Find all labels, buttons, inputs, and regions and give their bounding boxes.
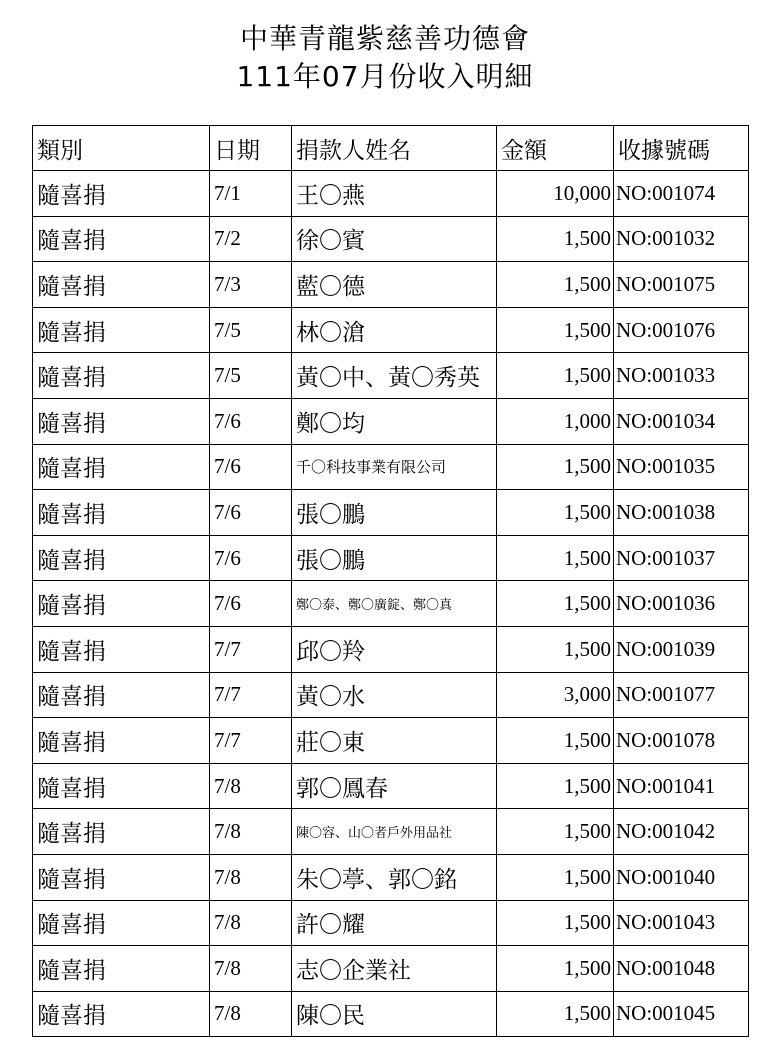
cell-donor-name: 邱〇羚 — [292, 626, 497, 672]
cell-type: 隨喜捐 — [33, 626, 210, 672]
cell-receipt-number: NO:001036 — [614, 581, 749, 627]
table-row — [33, 535, 749, 581]
cell-amount: 1,500 — [497, 262, 614, 308]
table-row — [33, 900, 749, 946]
report-title: 111年07月份收入明細 — [236, 60, 534, 93]
table-header-row — [33, 126, 749, 171]
cell-amount: 1,500 — [497, 900, 614, 946]
cell-donor-name: 莊〇東 — [292, 718, 497, 764]
cell-receipt-number: NO:001037 — [614, 535, 749, 581]
cell-date: 7/5 — [210, 307, 292, 353]
cell-receipt-number: NO:001043 — [614, 900, 749, 946]
table-row — [33, 672, 749, 718]
cell-amount: 1,500 — [497, 626, 614, 672]
cell-receipt-number: NO:001032 — [614, 216, 749, 262]
cell-date: 7/1 — [210, 171, 292, 217]
table-row — [33, 991, 749, 1037]
cell-donor-name: 藍〇德 — [292, 262, 497, 308]
cell-date: 7/8 — [210, 763, 292, 809]
table-row — [33, 718, 749, 764]
cell-receipt-number: NO:001041 — [614, 763, 749, 809]
cell-type: 隨喜捐 — [33, 398, 210, 444]
cell-date: 7/2 — [210, 216, 292, 262]
cell-receipt-number: NO:001078 — [614, 718, 749, 764]
cell-date: 7/6 — [210, 581, 292, 627]
cell-date: 7/8 — [210, 809, 292, 855]
table-row — [33, 946, 749, 992]
cell-receipt-number: NO:001039 — [614, 626, 749, 672]
cell-donor-name: 鄭〇泰、鄭〇廣錠、鄭〇真 — [292, 581, 497, 627]
cell-amount: 1,500 — [497, 444, 614, 490]
cell-amount: 1,500 — [497, 946, 614, 992]
cell-donor-name: 陳〇民 — [292, 991, 497, 1037]
cell-amount: 1,500 — [497, 991, 614, 1037]
cell-date: 7/3 — [210, 262, 292, 308]
organization-title: 中華青龍紫慈善功德會 — [239, 22, 530, 55]
cell-type: 隨喜捐 — [33, 991, 210, 1037]
table-row — [33, 262, 749, 308]
cell-donor-name: 千〇科技事業有限公司 — [292, 444, 497, 490]
column-header-type: 類別 — [33, 126, 210, 171]
column-header-date: 日期 — [210, 126, 292, 171]
cell-type: 隨喜捐 — [33, 854, 210, 900]
cell-amount: 1,500 — [497, 809, 614, 855]
cell-type: 隨喜捐 — [33, 307, 210, 353]
cell-receipt-number: NO:001038 — [614, 490, 749, 536]
cell-type: 隨喜捐 — [33, 490, 210, 536]
cell-type: 隨喜捐 — [33, 672, 210, 718]
cell-receipt-number: NO:001040 — [614, 854, 749, 900]
cell-receipt-number: NO:001074 — [614, 171, 749, 217]
column-header-donor: 捐款人姓名 — [292, 126, 497, 171]
cell-donor-name: 黃〇水 — [292, 672, 497, 718]
cell-type: 隨喜捐 — [33, 581, 210, 627]
cell-type: 隨喜捐 — [33, 809, 210, 855]
cell-donor-name: 張〇鵬 — [292, 535, 497, 581]
cell-type: 隨喜捐 — [33, 718, 210, 764]
cell-receipt-number: NO:001035 — [614, 444, 749, 490]
table-row — [33, 490, 749, 536]
cell-amount: 1,500 — [497, 307, 614, 353]
cell-donor-name: 王〇燕 — [292, 171, 497, 217]
cell-amount: 1,500 — [497, 581, 614, 627]
cell-type: 隨喜捐 — [33, 444, 210, 490]
cell-type: 隨喜捐 — [33, 946, 210, 992]
cell-date: 7/6 — [210, 444, 292, 490]
cell-receipt-number: NO:001045 — [614, 991, 749, 1037]
cell-donor-name: 林〇滄 — [292, 307, 497, 353]
cell-receipt-number: NO:001048 — [614, 946, 749, 992]
cell-receipt-number: NO:001033 — [614, 353, 749, 399]
income-table — [32, 125, 749, 1037]
table-row — [33, 216, 749, 262]
cell-amount: 10,000 — [497, 171, 614, 217]
cell-receipt-number: NO:001075 — [614, 262, 749, 308]
cell-donor-name: 張〇鵬 — [292, 490, 497, 536]
cell-date: 7/8 — [210, 991, 292, 1037]
cell-donor-name: 朱〇葶、郭〇銘 — [292, 854, 497, 900]
cell-amount: 1,500 — [497, 353, 614, 399]
cell-amount: 1,500 — [497, 854, 614, 900]
cell-amount: 1,000 — [497, 398, 614, 444]
cell-donor-name: 陳〇容、山〇者戶外用品社 — [292, 809, 497, 855]
cell-amount: 3,000 — [497, 672, 614, 718]
cell-date: 7/6 — [210, 535, 292, 581]
cell-amount: 1,500 — [497, 490, 614, 536]
table-row — [33, 307, 749, 353]
cell-date: 7/5 — [210, 353, 292, 399]
table-row — [33, 398, 749, 444]
cell-date: 7/8 — [210, 946, 292, 992]
cell-type: 隨喜捐 — [33, 535, 210, 581]
cell-receipt-number: NO:001042 — [614, 809, 749, 855]
table-row — [33, 854, 749, 900]
cell-type: 隨喜捐 — [33, 353, 210, 399]
cell-donor-name: 許〇耀 — [292, 900, 497, 946]
cell-amount: 1,500 — [497, 718, 614, 764]
cell-date: 7/6 — [210, 398, 292, 444]
cell-amount: 1,500 — [497, 535, 614, 581]
cell-donor-name: 郭〇鳳春 — [292, 763, 497, 809]
cell-donor-name: 徐〇賓 — [292, 216, 497, 262]
cell-donor-name: 志〇企業社 — [292, 946, 497, 992]
cell-amount: 1,500 — [497, 763, 614, 809]
column-header-amount: 金額 — [497, 126, 614, 171]
table-row — [33, 809, 749, 855]
table-row — [33, 353, 749, 399]
cell-type: 隨喜捐 — [33, 171, 210, 217]
table-row — [33, 444, 749, 490]
cell-receipt-number: NO:001077 — [614, 672, 749, 718]
cell-donor-name: 鄭〇均 — [292, 398, 497, 444]
cell-type: 隨喜捐 — [33, 900, 210, 946]
cell-date: 7/8 — [210, 854, 292, 900]
cell-type: 隨喜捐 — [33, 763, 210, 809]
cell-donor-name: 黃〇中、黃〇秀英 — [292, 353, 497, 399]
table-row — [33, 171, 749, 217]
cell-receipt-number: NO:001076 — [614, 307, 749, 353]
cell-date: 7/7 — [210, 718, 292, 764]
table-row — [33, 581, 749, 627]
table-row — [33, 626, 749, 672]
cell-date: 7/7 — [210, 672, 292, 718]
cell-receipt-number: NO:001034 — [614, 398, 749, 444]
cell-amount: 1,500 — [497, 216, 614, 262]
cell-date: 7/7 — [210, 626, 292, 672]
table-row — [33, 763, 749, 809]
cell-date: 7/8 — [210, 900, 292, 946]
cell-type: 隨喜捐 — [33, 216, 210, 262]
column-header-receipt: 收據號碼 — [614, 126, 749, 171]
cell-date: 7/6 — [210, 490, 292, 536]
cell-type: 隨喜捐 — [33, 262, 210, 308]
